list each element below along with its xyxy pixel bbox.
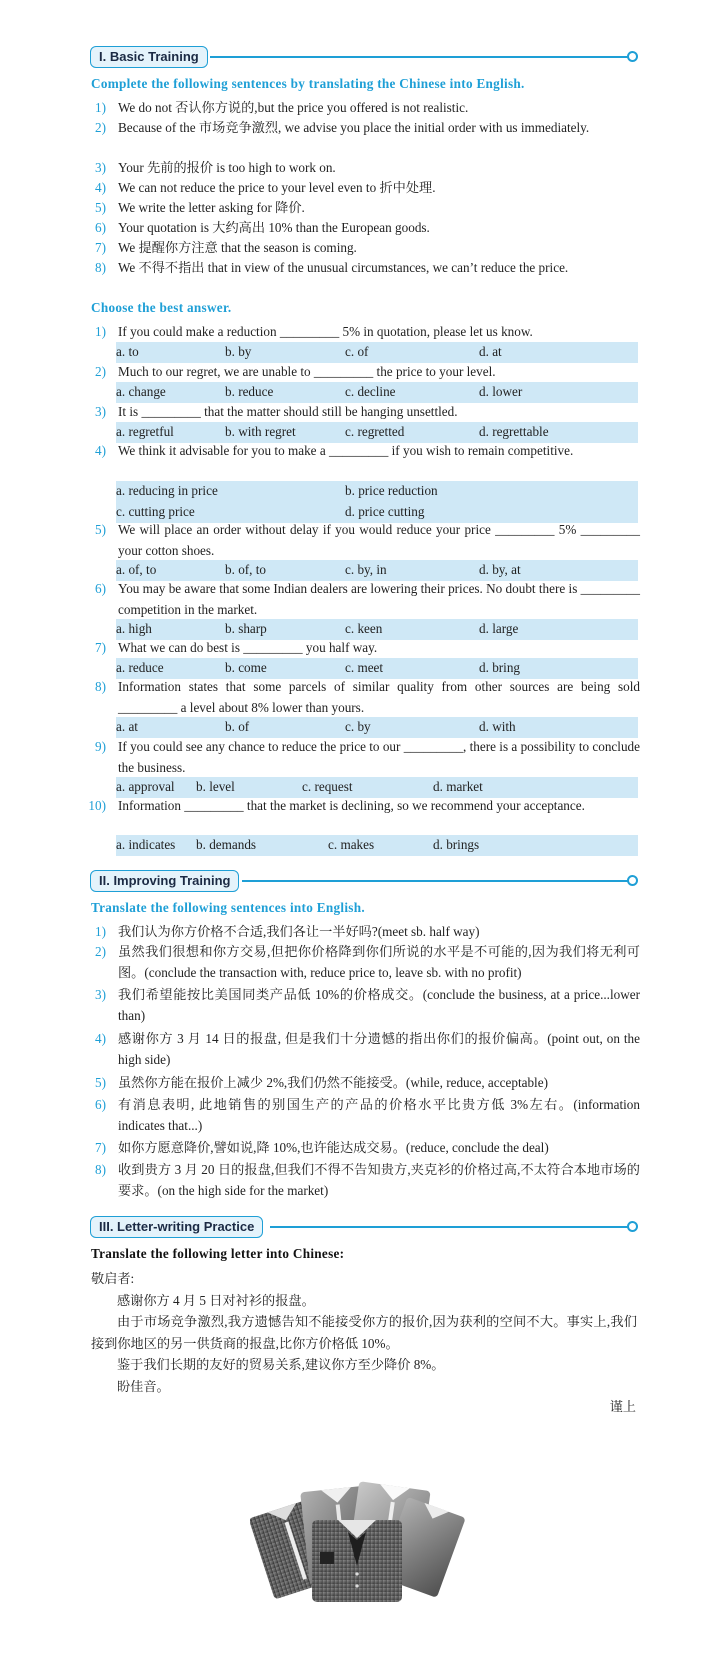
letter-paragraph: 盼佳音。 (117, 1378, 170, 1394)
item-number: 6) (95, 220, 106, 235)
answer-options-row (116, 658, 638, 679)
answer-option[interactable]: b. sharp (225, 621, 267, 636)
answer-option[interactable]: c. makes (328, 837, 375, 852)
item-number: 7) (95, 240, 106, 255)
answer-options (116, 777, 638, 798)
item-number: 4) (95, 1031, 106, 1046)
item-number: 8) (95, 1162, 106, 1177)
answer-option[interactable]: b. level (196, 779, 235, 794)
section-header-basic-training (90, 46, 638, 68)
translation-item (84, 922, 640, 943)
answer-option[interactable]: c. of (345, 344, 369, 359)
item-number: 8) (95, 679, 106, 694)
answer-option[interactable]: a. high (116, 621, 152, 636)
answer-options-row (116, 342, 638, 363)
item-text: Information states that some parcels of similar quality from other sources are being sold _________ a level about 8% lower than yours. (118, 679, 640, 715)
item-number: 2) (95, 364, 106, 379)
instruction-translate-letter: Translate the following letter into Chinese: (91, 1246, 345, 1261)
item-number: 7) (95, 640, 106, 655)
answer-option[interactable]: c. request (302, 779, 353, 794)
header-dot-icon (627, 1221, 638, 1232)
item-number: 2) (95, 944, 106, 959)
item-number: 2) (95, 120, 106, 135)
answer-option[interactable]: c. by (345, 719, 371, 734)
answer-option[interactable]: a. reducing in price (116, 483, 218, 498)
answer-option[interactable]: c. cutting price (116, 503, 195, 519)
item-text: Because of the 市场竞争激烈, we advise you place the initial order with us immediately. (118, 120, 590, 135)
answer-option[interactable]: b. reduce (225, 384, 274, 399)
translation-item (84, 1029, 640, 1071)
question-item (84, 362, 640, 383)
answer-option[interactable]: d. market (433, 779, 483, 794)
item-number: 10) (88, 798, 106, 813)
instruction-translate: Complete the following sentences by translating the Chinese into English. (91, 76, 525, 91)
answer-option[interactable]: d. brings (433, 837, 480, 852)
letter-paragraph: 由于市场竞争激烈,我方遗憾告知不能接受你方的报价,因为获利的空间不大。事实上,我们接到你地区的另一供货商的报盘,比你方价格低 10%。 (91, 1314, 637, 1351)
item-number: 5) (95, 1075, 106, 1090)
answer-option[interactable]: d. regrettable (479, 424, 549, 439)
answer-options (116, 422, 638, 443)
letter-paragraph: 感谢你方 4 月 5 日对衬衫的报盘。 (117, 1292, 315, 1308)
answer-options-row (116, 777, 638, 798)
answer-options (116, 481, 638, 523)
section-title: I. Basic Training (90, 46, 208, 68)
item-text: Your quotation is 大约高出 10% than the European goods. (118, 220, 430, 235)
answer-options-row (116, 382, 638, 403)
answer-options-row (116, 619, 638, 640)
question-item (84, 796, 640, 817)
item-number: 7) (95, 1140, 106, 1155)
instruction-choose: Choose the best answer. (91, 300, 232, 315)
answer-options (116, 619, 638, 640)
instruction-translate-english: Translate the following sentences into English. (91, 900, 365, 915)
sentence-item (84, 218, 640, 239)
folded-shirts-photo (250, 1476, 465, 1606)
item-text: We 不得不指出 that in view of the unusual circumstances, we can’t reduce the price. (118, 260, 569, 275)
answer-options-row (116, 422, 638, 443)
item-number: 9) (95, 739, 106, 754)
question-item (84, 322, 640, 343)
item-text: 有消息表明, 此地销售的别国生产的产品的价格水平比贵方低 3%左右。(information indicates that...) (118, 1097, 640, 1133)
item-text: We 提醒你方注意 that the season is coming. (118, 240, 357, 255)
answer-option[interactable]: a. at (116, 719, 138, 734)
question-item (84, 677, 640, 719)
answer-option[interactable]: a. regretful (116, 424, 174, 439)
section-title: III. Letter-writing Practice (90, 1216, 263, 1238)
answer-options-row (116, 560, 638, 581)
item-text: Your 先前的报价 is too high to work on. (118, 160, 336, 175)
answer-option[interactable]: a. to (116, 344, 139, 359)
question-item (84, 737, 640, 779)
item-number: 1) (95, 100, 106, 115)
item-text: If you could make a reduction _________ 5% in quotation, please let us know. (118, 324, 533, 339)
item-text: If you could see any chance to reduce the price to our _________, there is a possibility to conclude the business. (118, 739, 640, 775)
answer-option[interactable]: c. keen (345, 621, 383, 636)
item-number: 5) (95, 522, 106, 537)
item-text: Information _________ that the market is declining, so we recommend your acceptance. (118, 798, 585, 813)
item-text: 虽然你方能在报价上减少 2%,我们仍然不能接受。(while, reduce, acceptable) (118, 1075, 548, 1090)
answer-option[interactable]: d. at (479, 344, 502, 359)
question-item (84, 638, 640, 659)
letter-body (91, 1268, 637, 1397)
answer-option[interactable]: c. decline (345, 384, 396, 399)
answer-option[interactable]: a. change (116, 384, 166, 399)
answer-option[interactable]: c. regretted (345, 424, 405, 439)
item-text: 感谢你方 3 月 14 日的报盘, 但是我们十分遗憾的指出你们的报价偏高。(point out, on the high side) (118, 1031, 640, 1067)
item-number: 3) (95, 987, 106, 1002)
translation-item (84, 985, 640, 1027)
item-number: 4) (95, 180, 106, 195)
item-number: 3) (95, 404, 106, 419)
item-number: 1) (95, 324, 106, 339)
question-item (84, 520, 640, 562)
item-number: 6) (95, 1097, 106, 1112)
answer-option[interactable]: d. price cutting (345, 503, 425, 519)
translation-item (84, 1138, 640, 1159)
answer-option[interactable]: d. lower (479, 384, 523, 399)
answer-option[interactable]: b. price reduction (345, 483, 438, 498)
translation-item (84, 942, 640, 984)
answer-options (116, 382, 638, 403)
item-text: 虽然我们很想和你方交易,但把你价格降到你们所说的水平是不可能的,因为我们将无利可图。(conclude the transaction with, reduce price to, leave sb. with no profit) (118, 944, 640, 980)
answer-option[interactable]: b. of (225, 719, 250, 734)
answer-option[interactable]: c. by, in (345, 562, 387, 577)
item-text: Much to our regret, we are unable to _________ the price to your level. (118, 364, 496, 379)
item-text: It is _________ that the matter should still be hanging unsettled. (118, 404, 458, 419)
answer-option[interactable]: d. with (479, 719, 516, 734)
answer-option[interactable]: d. by, at (479, 562, 521, 577)
section-header-improving-training (90, 870, 638, 892)
translation-item (84, 1073, 640, 1094)
sentence-item (84, 178, 640, 199)
item-text: We will place an order without delay if you would reduce your price _________ 5% _________ your cotton shoes. (118, 522, 640, 558)
answer-option[interactable]: b. with regret (225, 424, 296, 439)
item-number: 3) (95, 160, 106, 175)
item-text: 我们希望能按比美国同类产品低 10%的价格成交。(conclude the business, at a price...lower than) (118, 987, 640, 1023)
answer-option[interactable]: b. of, to (225, 562, 267, 577)
sentence-item (84, 258, 640, 279)
translation-item (84, 1095, 640, 1137)
sentence-item (84, 118, 640, 139)
header-rule (270, 1226, 632, 1228)
answer-option[interactable]: a. of, to (116, 562, 157, 577)
sentence-item (84, 238, 640, 259)
answer-options-row (116, 717, 638, 738)
item-text: 收到贵方 3 月 20 日的报盘,但我们不得不告知贵方,夹克衫的价格过高,不太符合本地市场的要求。(on the high side for the market) (118, 1162, 640, 1198)
translation-item (84, 1160, 640, 1202)
answer-options (116, 560, 638, 581)
question-item (84, 579, 640, 621)
answer-options-row (116, 481, 638, 502)
header-dot-icon (627, 875, 638, 886)
item-text: What we can do best is _________ you half way. (118, 640, 378, 655)
item-text: We do not 否认你方说的,but the price you offered is not realistic. (118, 100, 469, 115)
item-text: 我们认为你方价格不合适,我们各让一半好吗?(meet sb. half way) (118, 924, 480, 939)
item-number: 4) (95, 443, 106, 458)
sentence-item (84, 158, 640, 179)
answer-option[interactable]: d. large (479, 621, 519, 636)
answer-options (116, 658, 638, 679)
answer-options (116, 717, 638, 738)
item-text: We write the letter asking for 降价. (118, 200, 305, 215)
sentence-item (84, 98, 640, 119)
item-number: 5) (95, 200, 106, 215)
section-header-letter-writing (90, 1216, 638, 1238)
answer-option[interactable]: d. bring (479, 660, 521, 675)
answer-option[interactable]: a. indicates (116, 837, 176, 852)
item-number: 1) (95, 924, 106, 939)
item-text: We think it advisable for you to make a _________ if you wish to remain competitive. (118, 443, 574, 458)
letter-closing: 谨上 (609, 1399, 636, 1414)
answer-options (116, 342, 638, 363)
answer-option[interactable]: b. demands (196, 837, 257, 852)
item-number: 6) (95, 581, 106, 596)
item-text: You may be aware that some Indian dealers are lowering their prices. No doubt there is _________ competition in the market. (118, 581, 640, 617)
header-rule (210, 56, 632, 58)
item-text: 如你方愿意降价,譬如说,降 10%,也许能达成交易。(reduce, conclude the deal) (118, 1140, 549, 1155)
letter-paragraph: 鉴于我们长期的友好的贸易关系,建议你方至少降价 8%。 (117, 1357, 445, 1372)
item-number: 8) (95, 260, 106, 275)
header-dot-icon (627, 51, 638, 62)
header-rule (242, 880, 632, 882)
section-title: II. Improving Training (90, 870, 239, 892)
answer-options (116, 835, 638, 856)
item-text: We can not reduce the price to your level even to 折中处理. (118, 180, 436, 195)
answer-option[interactable]: b. come (225, 660, 267, 675)
answer-option[interactable]: a. reduce (116, 660, 164, 675)
question-item (84, 402, 640, 423)
answer-options-row (116, 835, 638, 856)
sentence-item (84, 198, 640, 219)
letter-salutation: 敬启者: (91, 1271, 135, 1286)
answer-option[interactable]: a. approval (116, 779, 175, 794)
question-item (84, 441, 640, 462)
answer-option[interactable]: b. by (225, 344, 252, 359)
answer-option[interactable]: c. meet (345, 660, 384, 675)
